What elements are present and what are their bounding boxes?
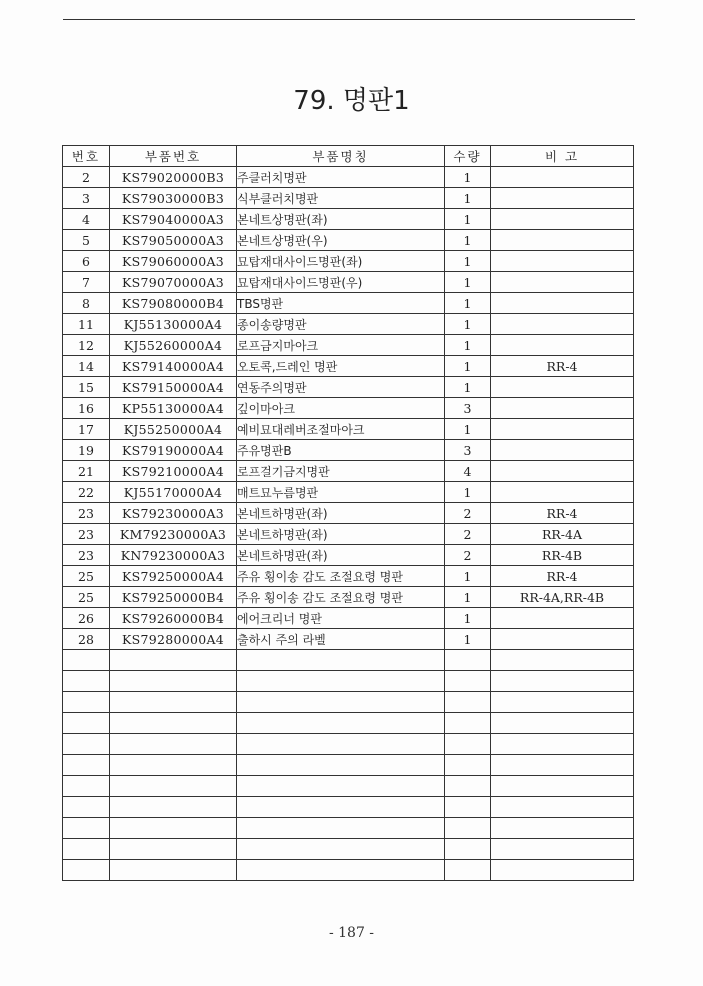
- table-row: [63, 335, 634, 356]
- cell-remarks: RR-4B: [491, 545, 634, 566]
- cell-remarks: [491, 167, 634, 188]
- cell-number: 21: [63, 461, 110, 482]
- cell-quantity: 2: [445, 524, 491, 545]
- table-row: [63, 482, 634, 503]
- empty-cell: [110, 671, 237, 692]
- cell-part-number: KS79030000B3: [110, 188, 237, 209]
- empty-row: [63, 839, 634, 860]
- cell-number: 25: [63, 566, 110, 587]
- table-row: [63, 461, 634, 482]
- cell-remarks: [491, 314, 634, 335]
- cell-quantity: 1: [445, 188, 491, 209]
- empty-cell: [63, 755, 110, 776]
- cell-quantity: 1: [445, 251, 491, 272]
- empty-cell: [445, 860, 491, 881]
- empty-cell: [110, 860, 237, 881]
- cell-part-number: KS79040000A3: [110, 209, 237, 230]
- table-row: [63, 251, 634, 272]
- cell-part-name: 본네트하명판(좌): [237, 503, 445, 524]
- header-remarks: 비 고: [491, 146, 634, 167]
- cell-quantity: 1: [445, 335, 491, 356]
- empty-cell: [110, 755, 237, 776]
- cell-part-number: KJ55130000A4: [110, 314, 237, 335]
- cell-part-name: 본네트하명판(좌): [237, 524, 445, 545]
- table-row: [63, 629, 634, 650]
- empty-cell: [237, 692, 445, 713]
- table-row: [63, 272, 634, 293]
- cell-part-number: KS79250000B4: [110, 587, 237, 608]
- table-row: [63, 398, 634, 419]
- table-row: [63, 293, 634, 314]
- table-row: [63, 545, 634, 566]
- table-row: [63, 209, 634, 230]
- cell-part-name: 묘탑재대사이드명판(좌): [237, 251, 445, 272]
- cell-quantity: 1: [445, 419, 491, 440]
- cell-quantity: 1: [445, 482, 491, 503]
- empty-cell: [63, 692, 110, 713]
- cell-part-number: KS79250000A4: [110, 566, 237, 587]
- empty-cell: [491, 713, 634, 734]
- cell-remarks: [491, 629, 634, 650]
- table-row: [63, 587, 634, 608]
- cell-number: 2: [63, 167, 110, 188]
- cell-part-number: KS79060000A3: [110, 251, 237, 272]
- cell-part-name: 매트묘누름명판: [237, 482, 445, 503]
- cell-number: 22: [63, 482, 110, 503]
- empty-cell: [63, 713, 110, 734]
- empty-row: [63, 860, 634, 881]
- cell-part-name: 식부클러치명판: [237, 188, 445, 209]
- empty-cell: [110, 713, 237, 734]
- cell-part-name: 본네트하명판(좌): [237, 545, 445, 566]
- cell-remarks: RR-4: [491, 503, 634, 524]
- cell-remarks: [491, 608, 634, 629]
- cell-remarks: [491, 230, 634, 251]
- empty-cell: [237, 839, 445, 860]
- empty-row: [63, 734, 634, 755]
- cell-number: 5: [63, 230, 110, 251]
- cell-part-number: KM79230000A3: [110, 524, 237, 545]
- cell-number: 23: [63, 545, 110, 566]
- cell-quantity: 3: [445, 440, 491, 461]
- empty-row: [63, 650, 634, 671]
- cell-remarks: [491, 188, 634, 209]
- empty-cell: [63, 734, 110, 755]
- parts-table-body: [63, 167, 634, 881]
- cell-remarks: [491, 482, 634, 503]
- cell-number: 7: [63, 272, 110, 293]
- empty-cell: [110, 692, 237, 713]
- empty-cell: [237, 797, 445, 818]
- cell-number: 3: [63, 188, 110, 209]
- cell-quantity: 1: [445, 566, 491, 587]
- empty-cell: [237, 650, 445, 671]
- cell-part-number: KN79230000A3: [110, 545, 237, 566]
- header-part-number: 부품번호: [110, 146, 237, 167]
- cell-number: 8: [63, 293, 110, 314]
- cell-part-name: 출하시 주의 라벨: [237, 629, 445, 650]
- cell-quantity: 1: [445, 209, 491, 230]
- cell-remarks: [491, 377, 634, 398]
- cell-remarks: [491, 461, 634, 482]
- cell-quantity: 1: [445, 230, 491, 251]
- cell-number: 23: [63, 524, 110, 545]
- table-row: [63, 608, 634, 629]
- empty-cell: [237, 776, 445, 797]
- cell-part-number: KJ55170000A4: [110, 482, 237, 503]
- table-header-row: [63, 146, 634, 167]
- empty-row: [63, 755, 634, 776]
- empty-cell: [237, 734, 445, 755]
- cell-part-number: KS79210000A4: [110, 461, 237, 482]
- empty-cell: [237, 671, 445, 692]
- cell-part-name: 종이송량명판: [237, 314, 445, 335]
- table-row: [63, 188, 634, 209]
- empty-cell: [491, 650, 634, 671]
- cell-quantity: 4: [445, 461, 491, 482]
- cell-number: 11: [63, 314, 110, 335]
- empty-cell: [491, 755, 634, 776]
- cell-remarks: RR-4A,RR-4B: [491, 587, 634, 608]
- top-rule: [63, 19, 635, 20]
- empty-cell: [491, 692, 634, 713]
- cell-part-number: KS79050000A3: [110, 230, 237, 251]
- cell-part-number: KJ55260000A4: [110, 335, 237, 356]
- cell-number: 14: [63, 356, 110, 377]
- cell-remarks: [491, 440, 634, 461]
- empty-cell: [445, 671, 491, 692]
- cell-part-number: KS79070000A3: [110, 272, 237, 293]
- cell-remarks: RR-4: [491, 356, 634, 377]
- table-row: [63, 356, 634, 377]
- cell-quantity: 2: [445, 503, 491, 524]
- page-number: - 187 -: [328, 925, 375, 941]
- cell-number: 19: [63, 440, 110, 461]
- empty-row: [63, 818, 634, 839]
- cell-part-number: KS79230000A3: [110, 503, 237, 524]
- cell-remarks: RR-4: [491, 566, 634, 587]
- cell-part-number: KS79140000A4: [110, 356, 237, 377]
- cell-quantity: 1: [445, 314, 491, 335]
- cell-quantity: 1: [445, 629, 491, 650]
- cell-quantity: 1: [445, 167, 491, 188]
- cell-remarks: [491, 398, 634, 419]
- cell-part-name: 로프걸기금지명판: [237, 461, 445, 482]
- empty-cell: [110, 776, 237, 797]
- empty-cell: [491, 776, 634, 797]
- page-title: 79. 명판1: [293, 86, 410, 116]
- cell-number: 28: [63, 629, 110, 650]
- cell-remarks: RR-4A: [491, 524, 634, 545]
- cell-number: 26: [63, 608, 110, 629]
- cell-quantity: 1: [445, 587, 491, 608]
- cell-number: 4: [63, 209, 110, 230]
- cell-quantity: 3: [445, 398, 491, 419]
- cell-part-name: 주유명판B: [237, 440, 445, 461]
- empty-cell: [110, 818, 237, 839]
- table-row: [63, 167, 634, 188]
- empty-cell: [63, 650, 110, 671]
- cell-remarks: [491, 419, 634, 440]
- cell-part-name: 본네트상명판(좌): [237, 209, 445, 230]
- cell-remarks: [491, 293, 634, 314]
- empty-cell: [491, 734, 634, 755]
- cell-number: 23: [63, 503, 110, 524]
- cell-part-name: 주클러치명판: [237, 167, 445, 188]
- table-row: [63, 566, 634, 587]
- empty-cell: [445, 713, 491, 734]
- empty-cell: [237, 713, 445, 734]
- cell-quantity: 1: [445, 272, 491, 293]
- table-row: [63, 314, 634, 335]
- header-quantity: 수량: [445, 146, 491, 167]
- empty-cell: [63, 776, 110, 797]
- empty-cell: [445, 818, 491, 839]
- empty-cell: [491, 839, 634, 860]
- table-row: [63, 377, 634, 398]
- cell-part-number: KS79080000B4: [110, 293, 237, 314]
- cell-number: 17: [63, 419, 110, 440]
- empty-cell: [491, 671, 634, 692]
- header-part-name: 부품명칭: [237, 146, 445, 167]
- empty-cell: [63, 860, 110, 881]
- cell-number: 12: [63, 335, 110, 356]
- empty-row: [63, 797, 634, 818]
- cell-number: 16: [63, 398, 110, 419]
- cell-part-number: KS79190000A4: [110, 440, 237, 461]
- header-number: 번호: [63, 146, 110, 167]
- table-row: [63, 419, 634, 440]
- cell-part-name: 에어크리너 명판: [237, 608, 445, 629]
- table-row: [63, 503, 634, 524]
- cell-part-name: 오토콕,드레인 명판: [237, 356, 445, 377]
- empty-cell: [63, 818, 110, 839]
- cell-number: 25: [63, 587, 110, 608]
- empty-row: [63, 671, 634, 692]
- empty-cell: [445, 797, 491, 818]
- empty-cell: [491, 797, 634, 818]
- cell-number: 6: [63, 251, 110, 272]
- cell-remarks: [491, 209, 634, 230]
- empty-cell: [491, 818, 634, 839]
- cell-remarks: [491, 335, 634, 356]
- cell-part-name: 로프금지마아크: [237, 335, 445, 356]
- cell-quantity: 1: [445, 377, 491, 398]
- cell-part-name: TBS명판: [237, 293, 445, 314]
- cell-quantity: 1: [445, 608, 491, 629]
- empty-cell: [237, 755, 445, 776]
- cell-part-name: 주유 횡이송 감도 조절요령 명판: [237, 566, 445, 587]
- cell-part-name: 예비묘대레버조절마아크: [237, 419, 445, 440]
- cell-part-number: KS79150000A4: [110, 377, 237, 398]
- empty-cell: [445, 734, 491, 755]
- empty-cell: [63, 797, 110, 818]
- empty-cell: [237, 818, 445, 839]
- cell-remarks: [491, 272, 634, 293]
- cell-part-name: 묘탑재대사이드명판(우): [237, 272, 445, 293]
- empty-cell: [110, 797, 237, 818]
- empty-cell: [110, 734, 237, 755]
- cell-number: 15: [63, 377, 110, 398]
- table-row: [63, 230, 634, 251]
- empty-cell: [445, 776, 491, 797]
- empty-cell: [491, 860, 634, 881]
- parts-table: [62, 145, 634, 881]
- empty-cell: [110, 650, 237, 671]
- cell-remarks: [491, 251, 634, 272]
- table-row: [63, 524, 634, 545]
- empty-cell: [445, 692, 491, 713]
- cell-quantity: 1: [445, 293, 491, 314]
- cell-part-number: KP55130000A4: [110, 398, 237, 419]
- table-row: [63, 440, 634, 461]
- empty-cell: [445, 650, 491, 671]
- cell-part-name: 주유 횡이송 감도 조절요령 명판: [237, 587, 445, 608]
- cell-part-number: KJ55250000A4: [110, 419, 237, 440]
- cell-part-number: KS79260000B4: [110, 608, 237, 629]
- empty-cell: [63, 839, 110, 860]
- cell-part-name: 연동주의명판: [237, 377, 445, 398]
- empty-cell: [445, 755, 491, 776]
- cell-part-number: KS79280000A4: [110, 629, 237, 650]
- empty-row: [63, 776, 634, 797]
- empty-row: [63, 692, 634, 713]
- cell-quantity: 1: [445, 356, 491, 377]
- cell-quantity: 2: [445, 545, 491, 566]
- empty-cell: [110, 839, 237, 860]
- empty-cell: [63, 671, 110, 692]
- empty-cell: [237, 860, 445, 881]
- empty-cell: [445, 839, 491, 860]
- cell-part-name: 본네트상명판(우): [237, 230, 445, 251]
- cell-part-number: KS79020000B3: [110, 167, 237, 188]
- cell-part-name: 깊이마아크: [237, 398, 445, 419]
- empty-row: [63, 713, 634, 734]
